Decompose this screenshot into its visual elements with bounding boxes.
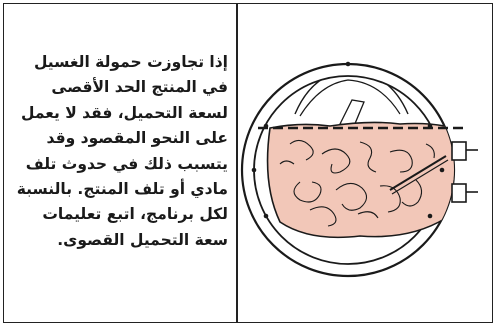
laundry-load [268, 122, 456, 237]
warning-text-cell [8, 50, 228, 310]
illustration-cell [240, 4, 492, 322]
column-divider [236, 4, 238, 322]
overloaded-drum-icon [240, 4, 492, 322]
notice-table [3, 3, 493, 323]
overload-warning-text: إذا تجاوزت حمولة الغسيل في المنتج الحد الأقصى لسعة التحميل، فقد لا يعمل على النحو المقصود وقد يتسبب ذلك في حدوث تلف مادي أو تلف المنتج. بالنسبة لكل برنامج، اتبع تعليمات سعة التحميل القصوى. [16, 53, 228, 249]
door-hinge [452, 142, 478, 202]
